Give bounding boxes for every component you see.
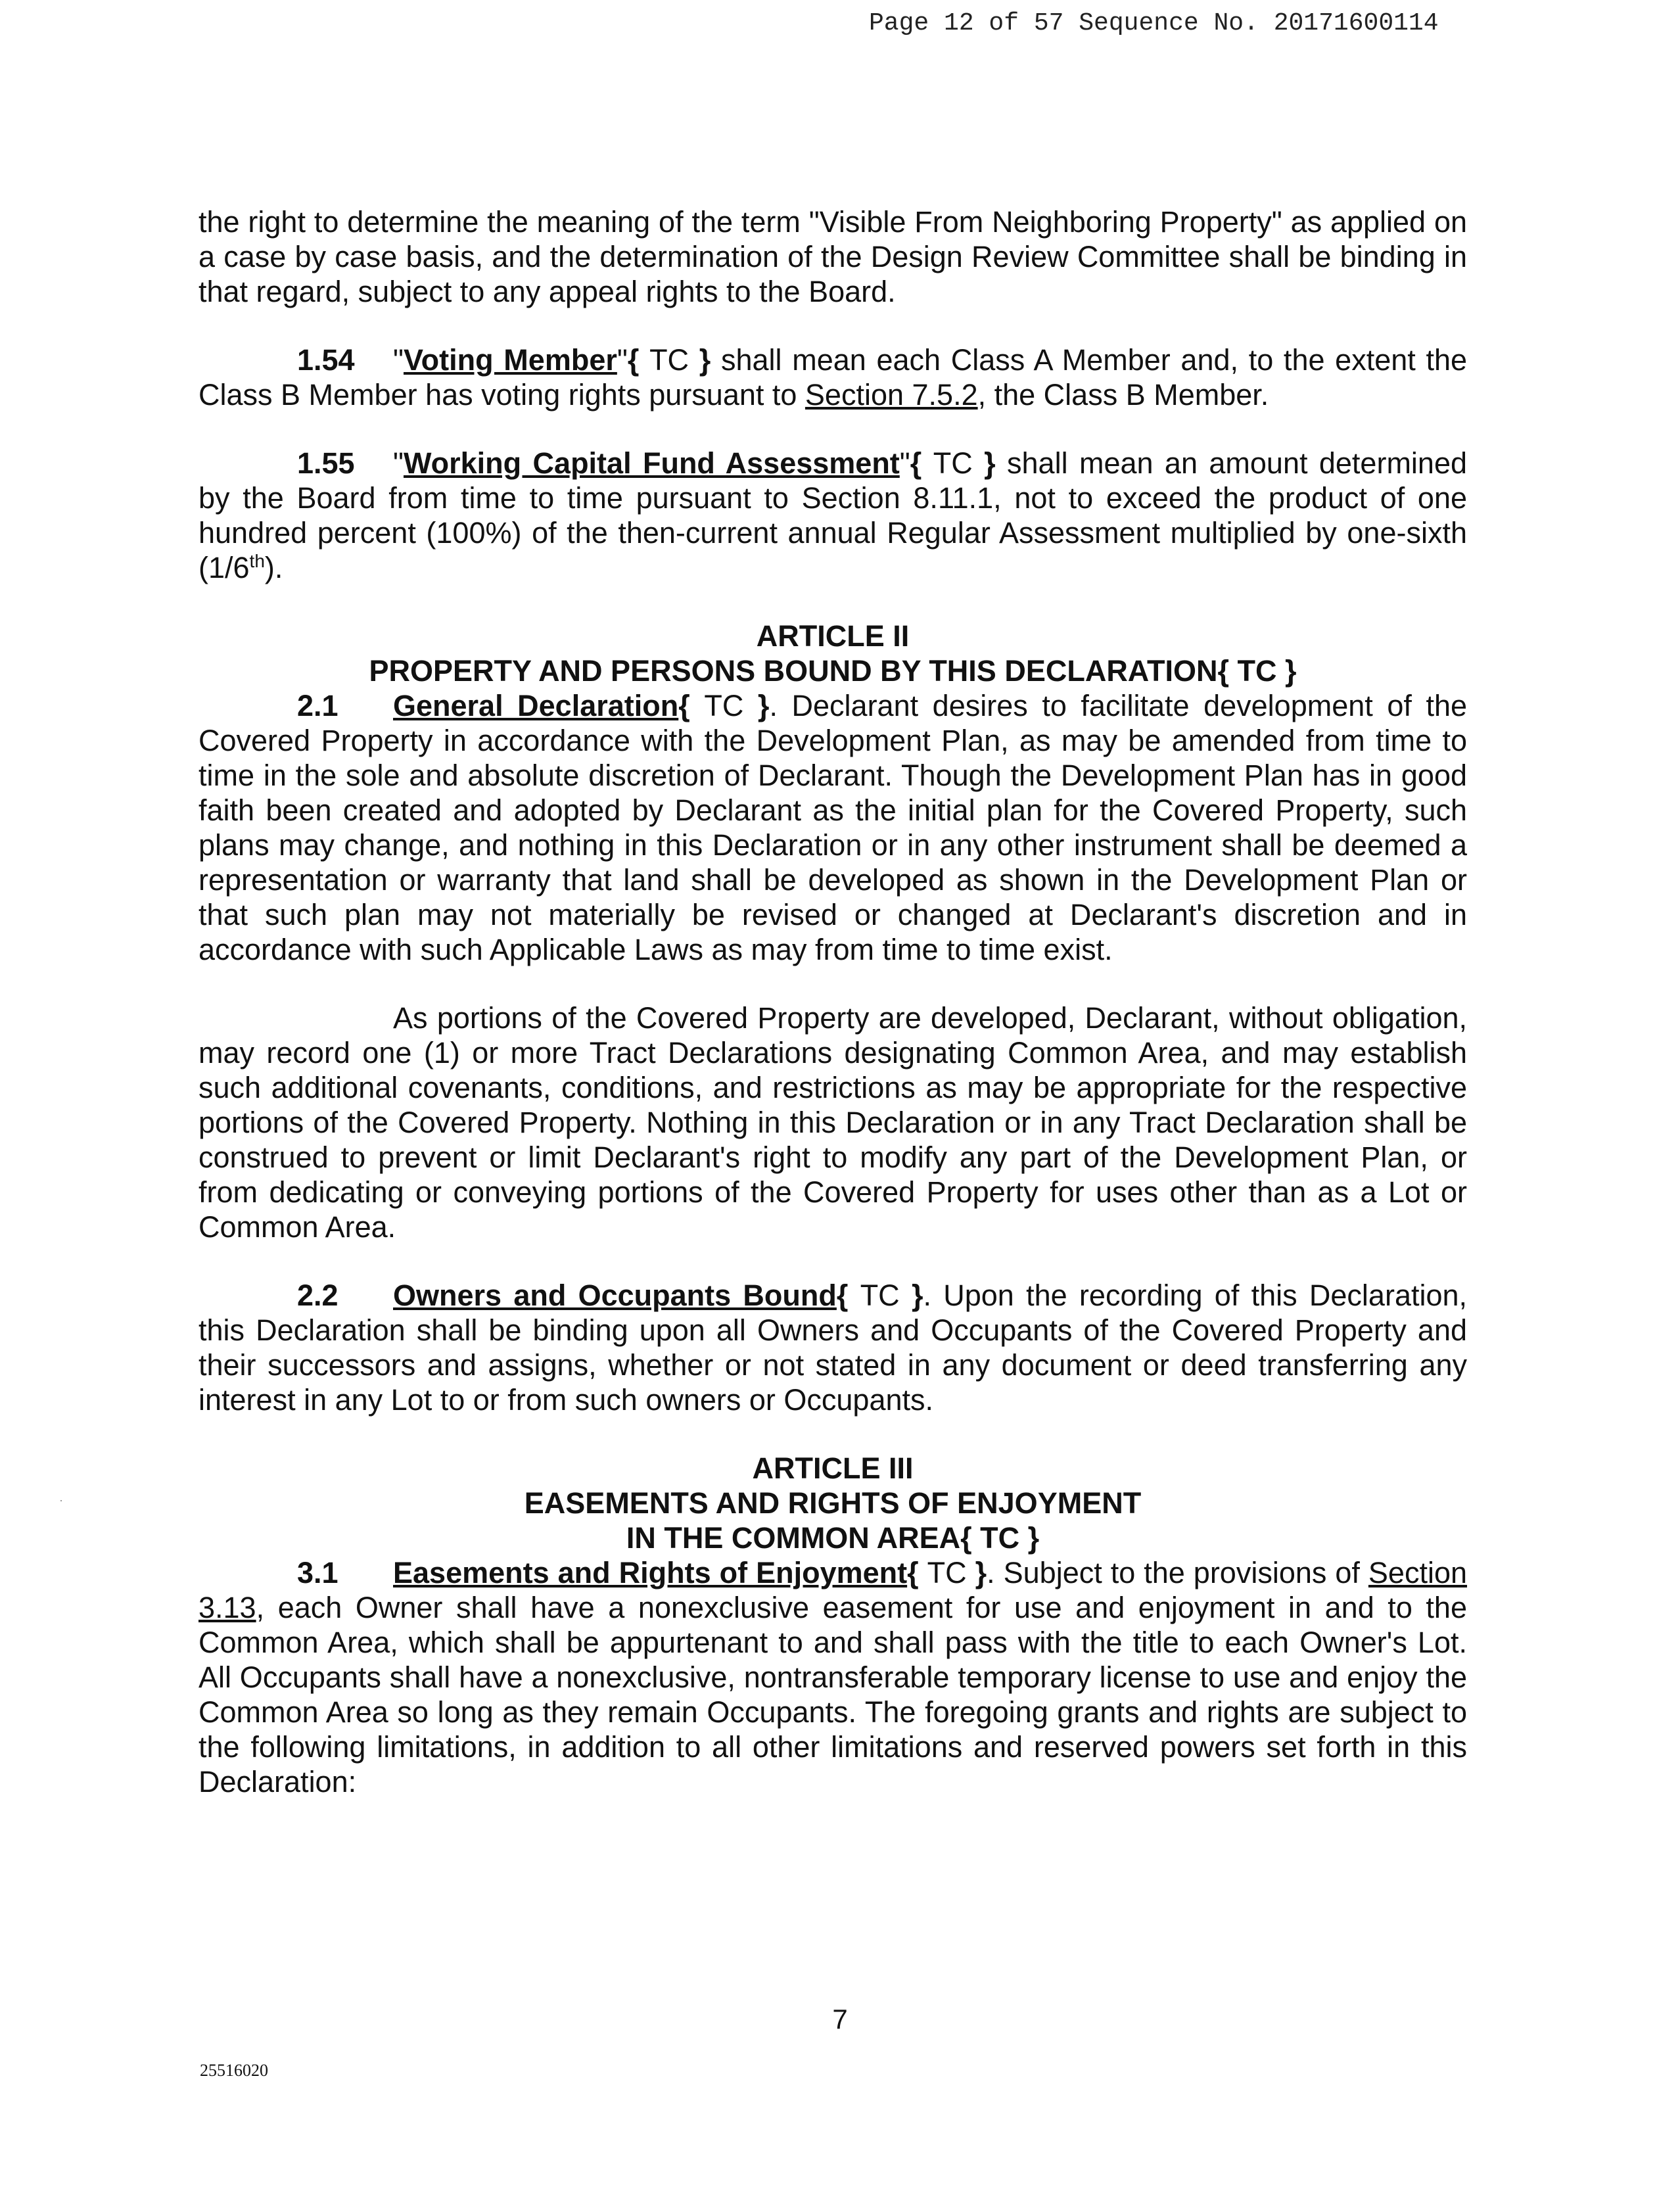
- defined-term-working-capital: Working Capital Fund Assessment: [403, 446, 900, 480]
- section-title: General Declaration: [393, 689, 679, 722]
- scan-speck: [60, 1500, 62, 1501]
- section-1-55: 1.55 "Working Capital Fund Assessment"{ TC } shall mean an amount determined by the Board from time to time pursuant to Section 8.11.1, not to exceed the product of one hundred percent (100%) of the then-current annual Regular Assessment multiplied by one-sixth (1/6th).: [198, 446, 1468, 584]
- paragraph-visible-from-neighboring: the right to determine the meaning of the term "Visible From Neighboring Property" as applied on a case by case basis, and the determination of the Design Review Committee shall be binding in that regard, subject to any appeal rights to the Board.: [198, 205, 1467, 308]
- section-reference: Section 3.13: [198, 1556, 1468, 1624]
- section-number: 3.1: [297, 1556, 338, 1589]
- section-number: 2.2: [297, 1279, 338, 1312]
- defined-term-voting-member: Voting Member: [403, 343, 617, 377]
- paragraph-tract-declarations: As portions of the Covered Property are developed, Declarant, without obligation, may record one (1) or more Tract Declarations designating Common Area, and may establish such additional covenants, conditions, and restrictions as may be appropriate for the respective portions of the Covered Property. Nothing in this Declaration or in any Tract Declaration shall be construed to prevent or limit Declarant's right to modify any part of the Development Plan, or from dedicating or conveying portions of the Covered Property for uses other than as a Lot or Common Area.: [198, 1001, 1467, 1244]
- section-2-1: 2.1 General Declaration{ TC }. Declarant desires to facilitate development of the Covered Property in accordance with the Development Plan, as may be amended from time to time in the sole and absolute discretion of Declarant. Though the Development Plan has in good faith been created and adopted by Declarant as the initial plan for the Covered Property, such plans may change, and nothing in this Declaration or in any other instrument shall be deemed a representation or warranty that land shall be developed as shown in the Development Plan or that such plan may not materially be revised or changed at Declarant's discretion and in accordance with such Applicable Laws as may from time to time exist.: [198, 689, 1468, 966]
- article-ii-label: ARTICLE II: [756, 619, 910, 653]
- section-title: Owners and Occupants Bound: [393, 1279, 837, 1312]
- article-iii-label: ARTICLE III: [752, 1451, 914, 1485]
- article-iii-title-line2: IN THE COMMON AREA{ TC }: [626, 1521, 1040, 1555]
- section-2-2: 2.2 Owners and Occupants Bound{ TC }. Upon the recording of this Declaration, this Declaration shall be binding upon all Owners and Occupants of the Covered Property and their successors and assigns, whether or not stated in any document or deed transferring any interest in any Lot to or from such owners or Occupants.: [198, 1279, 1468, 1417]
- document-id: 25516020: [200, 2061, 268, 2080]
- section-number: 2.1: [297, 689, 338, 722]
- section-number: 1.54: [297, 343, 355, 377]
- section-title: Easements and Rights of Enjoyment: [393, 1556, 908, 1589]
- article-ii-title: PROPERTY AND PERSONS BOUND BY THIS DECLARATION{ TC }: [369, 654, 1297, 688]
- document-body: [198, 204, 1467, 1799]
- section-1-54: 1.54 "Voting Member"{ TC } shall mean each Class A Member and, to the extent the Class B Member has voting rights pursuant to Section 7.5.2, the Class B Member.: [198, 343, 1468, 412]
- section-3-1: 3.1 Easements and Rights of Enjoyment{ TC }. Subject to the provisions of Section 3.13, each Owner shall have a nonexclusive easement for use and enjoyment in and to the Common Area, which shall be appurtenant to and shall pass with the title to each Owner's Lot. All Occupants shall have a nonexclusive, nontransferable temporary license to use and enjoy the Common Area so long as they remain Occupants. The foregoing grants and rights are subject to the following limitations, in addition to all other limitations and reserved powers set forth in this Declaration:: [198, 1556, 1468, 1799]
- article-iii-title-line1: EASEMENTS AND RIGHTS OF ENJOYMENT: [524, 1486, 1142, 1520]
- section-number: 1.55: [297, 446, 355, 480]
- page-number: 7: [832, 2004, 848, 2034]
- page-header: Page 12 of 57 Sequence No. 20171600114: [869, 9, 1439, 37]
- section-reference: Section 7.5.2: [805, 378, 978, 412]
